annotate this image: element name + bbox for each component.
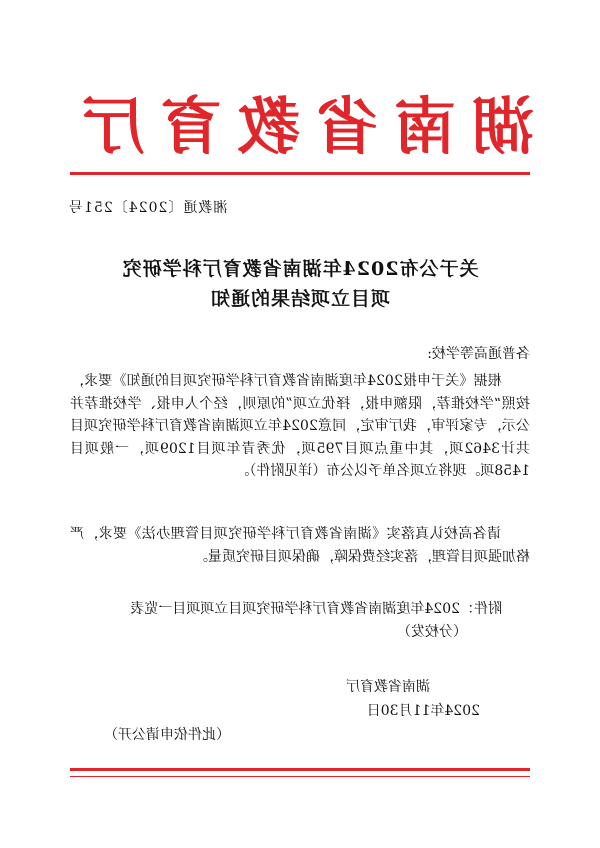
- public-disclosure-note: （此件依申请公开）: [104, 727, 230, 743]
- issuer-signature: 湖南省教育厅: [346, 679, 430, 695]
- document-number: 湘教通〔2024〕251号: [68, 200, 228, 216]
- issue-date: 2024年11月30日: [366, 703, 480, 719]
- document-title-line2: 项目立项结果的通知: [210, 288, 391, 310]
- body-paragraph-1: 根据《关于申报2024年度湖南省教育厅科学研究项目的通知》要求，按照“学校推荐，限额申报，择优立项”的原则，经个人申报、学校推荐并公示，专家评审，我厅审定，同意2024年立项湖南省教育厅科学研究项目共计3462项，其中重点项目795项，优秀青年项目1209项，一般项目1458项。现将立项名单予以公布（详见附件）。: [70, 373, 530, 479]
- attachment-note: 附件：2024年度湖南省教育厅科学研究项目立项项目一览表 （分校发）: [130, 601, 503, 640]
- masthead: 湖南省教育厅: [66, 90, 535, 163]
- body-paragraph-2: 请各高校认真落实《湖南省教育厅科学研究项目管理办法》要求，严格加强项目管理，落实经费保障，确保项目研究质量。: [70, 526, 530, 565]
- red-divider-top: [70, 172, 530, 175]
- salutation: 各普通高等学校:: [427, 346, 530, 362]
- red-divider-bottom: [70, 768, 530, 771]
- document-title-line1: 关于公布2024年湖南省教育厅科学研究: [121, 258, 479, 280]
- red-divider-bottom-thin: [70, 776, 530, 777]
